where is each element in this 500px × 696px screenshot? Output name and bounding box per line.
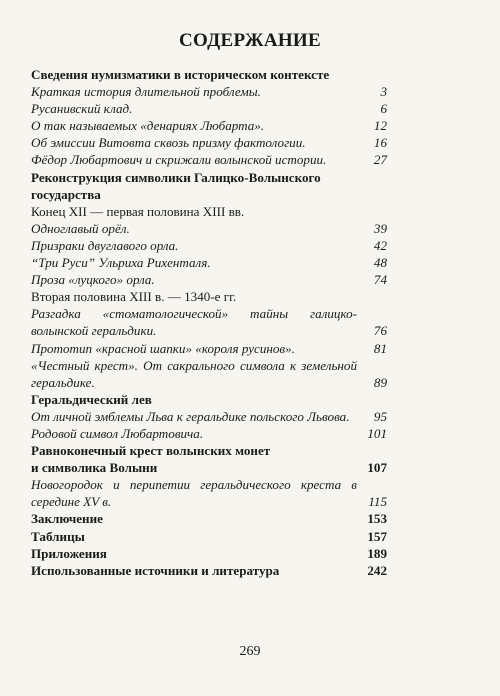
- toc-entry-title: Краткая история длительной проблемы.: [31, 84, 261, 100]
- toc-entry-title: От личной эмблемы Льва к геральдике польского Львова.: [31, 408, 350, 424]
- toc-entry-page: 48: [373, 255, 387, 271]
- toc-entry: [31, 288, 387, 305]
- toc-entry: [31, 459, 387, 476]
- toc-entry: [31, 186, 387, 203]
- toc-entry-title: Сведения нумизматики в историческом контексте: [31, 67, 330, 82]
- toc-entry-page: 95: [373, 408, 387, 424]
- toc-entry: [31, 237, 387, 254]
- toc-entry-page: 42: [373, 237, 387, 253]
- toc-entry: [31, 117, 387, 134]
- toc-entry-title: середине XV в.: [31, 494, 112, 510]
- toc-entry-page: 6: [380, 101, 387, 117]
- toc-entry-title: Использованные источники и литература: [31, 562, 280, 578]
- toc-entry-title: Геральдический лев: [31, 391, 152, 407]
- toc-entry-title: Реконструкция символики Галицко-Волынского: [31, 169, 321, 185]
- toc-entry: [31, 357, 387, 374]
- toc-entry: [31, 340, 387, 357]
- toc-entry-page: 157: [367, 528, 387, 544]
- toc-entry-title: Об эмиссии Витовта сквозь призму фактологии.: [31, 135, 306, 151]
- toc-entry-page: 101: [367, 425, 387, 441]
- toc-entry-title: Прототип «красной шапки» «короля русинов».: [31, 340, 295, 356]
- toc-entry: [31, 305, 387, 322]
- toc-entry: [31, 134, 387, 151]
- toc-entry-page: 107: [367, 460, 387, 476]
- toc-entry-title: «Честный крест». От сакрального символа к земельной: [31, 357, 357, 373]
- toc-entry-page: 89: [373, 374, 387, 390]
- page-number: 269: [239, 644, 261, 659]
- toc-entry: [31, 151, 387, 168]
- toc-entry: [31, 545, 387, 562]
- toc-entry-page: 39: [373, 220, 387, 236]
- toc-entry-page: 27: [373, 152, 387, 168]
- toc-entry: [31, 562, 387, 579]
- toc-entry-page: 115: [368, 494, 387, 510]
- toc-entry-title: Одноглавый орёл.: [31, 220, 130, 236]
- toc-entry: [31, 442, 387, 459]
- toc-entry-page: 81: [373, 340, 387, 356]
- toc-entry: [31, 528, 387, 545]
- toc-entry-title: Таблицы: [31, 528, 85, 544]
- toc-entry-title: Приложения: [31, 545, 107, 561]
- toc-entry: [31, 425, 387, 442]
- toc-entry-title: Русанивский клад.: [31, 101, 133, 117]
- toc-entry-title: Заключение: [31, 511, 103, 527]
- toc-entry-title: волынской геральдики.: [31, 323, 157, 339]
- toc-entry-title: “Три Руси” Ульриха Рихенталя.: [31, 255, 211, 271]
- toc-entry-title: Конец XII — первая половина XIII вв.: [31, 203, 245, 219]
- toc-entry: [31, 391, 387, 408]
- toc-entry-title: Призраки двуглавого орла.: [31, 237, 179, 253]
- toc-entry-page: 12: [373, 118, 387, 134]
- toc-entry-title: государства: [31, 186, 101, 202]
- toc-entry-title: Родовой символ Любартовича.: [31, 425, 204, 441]
- toc-entry-title: Фёдор Любартович и скрижали волынской истории.: [31, 152, 327, 168]
- toc-entry: [31, 476, 387, 493]
- toc-entry: [31, 254, 387, 271]
- toc-entry-title: Равноконечный крест волынских монет: [31, 443, 271, 459]
- toc-entry: [31, 169, 387, 186]
- toc-entry-page: 242: [367, 562, 387, 578]
- toc-entry: [31, 408, 387, 425]
- toc-entry-page: 16: [373, 135, 387, 151]
- toc-entry: [31, 203, 387, 220]
- toc-entry: [31, 100, 387, 117]
- toc-entry-title: О так называемых «денариях Любарта».: [31, 118, 265, 134]
- toc-entry-title: Вторая половина XIII в. — 1340-е гг.: [31, 289, 237, 305]
- toc-entry: [31, 374, 387, 391]
- toc-entry-page: 76: [373, 323, 387, 339]
- toc-entry-page: 153: [367, 511, 387, 527]
- page-title: СОДЕРЖАНИЕ: [179, 30, 321, 51]
- toc-entry: [31, 322, 387, 339]
- toc-entry: [31, 510, 387, 527]
- toc-entry-title: геральдике.: [31, 374, 95, 390]
- toc-entry-page: 3: [380, 84, 387, 100]
- toc-entry: [31, 271, 387, 288]
- toc-entry: [31, 83, 387, 100]
- toc-entry-title: Разгадка «стоматологической» тайны галицко-: [31, 306, 357, 322]
- toc-entry-title: Новогородок и перипетии геральдического креста в: [31, 477, 357, 493]
- toc-entry-page: 189: [367, 545, 387, 561]
- toc-entry: [31, 220, 387, 237]
- toc-entry-title: Проза «луцкого» орла.: [31, 272, 155, 288]
- toc-entry-title: и символика Волыни: [31, 460, 158, 476]
- table-of-contents: [31, 66, 387, 579]
- toc-entry-page: 74: [373, 272, 387, 288]
- toc-entry: [31, 66, 387, 83]
- toc-entry: [31, 493, 387, 510]
